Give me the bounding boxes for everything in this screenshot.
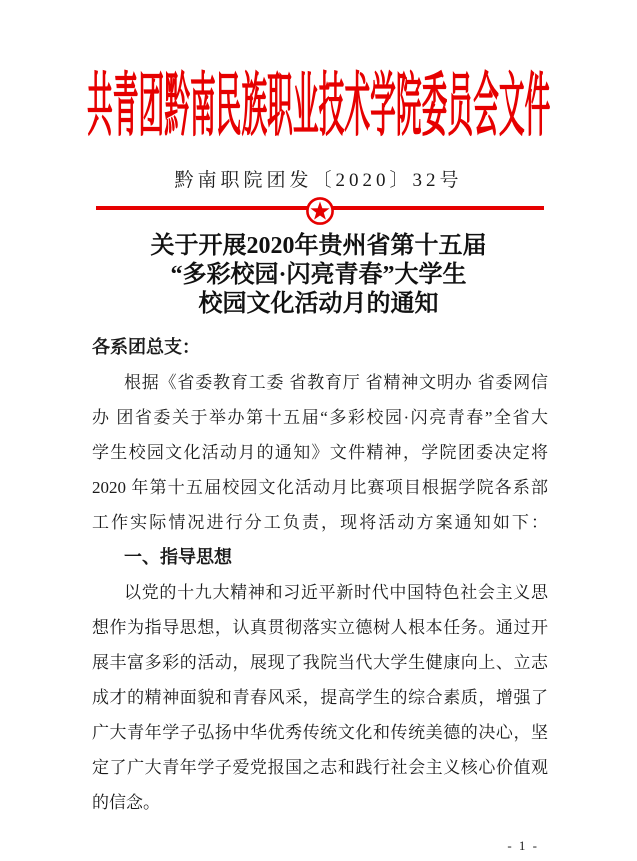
body-line: 2020 年第十五届校园文化活动月比赛项目根据学院各系部 <box>92 478 548 497</box>
agency-masthead-title: 共青团黔南民族职业技术学院委员会文件 <box>86 67 550 145</box>
body-line: 工作实际情况进行分工负责，现将活动方案通知如下： <box>92 513 548 532</box>
body-line: 想作为指导思想，认真贯彻落实立德树人根本任务。通过开 <box>92 618 548 637</box>
document-body <box>92 330 548 820</box>
body-line: 学生校园文化活动月的通知》文件精神，学院团委决定将 <box>92 443 548 462</box>
document-title <box>0 232 637 319</box>
body-line: 成才的精神面貌和青春风采，提高学生的综合素质，增强了 <box>92 688 548 707</box>
page-number: - 1 - <box>507 838 539 853</box>
doc-number: 黔南职院团发〔2020〕32号 <box>174 170 463 191</box>
document-title-line: “多彩校园·闪亮青春”大学生 <box>170 262 467 288</box>
body-line: 广大青年学子弘扬中华优秀传统文化和传统美德的决心，坚 <box>92 723 548 742</box>
document-title-line: 关于开展2020年贵州省第十五届 <box>150 233 487 259</box>
salutation: 各系团总支： <box>92 337 200 357</box>
body-line: 的信念。 <box>92 793 160 812</box>
body-line: 定了广大青年学子爱党报国之志和践行社会主义核心价值观 <box>92 758 548 777</box>
agency-masthead <box>86 67 551 146</box>
star-icon <box>305 196 335 226</box>
body-line: 展丰富多彩的活动，展现了我院当代大学生健康向上、立志 <box>92 653 548 672</box>
body-line: 办 团省委关于举办第十五届“多彩校园·闪亮青春”全省大 <box>92 408 548 427</box>
red-separator-line <box>96 206 544 210</box>
section-heading-guiding-thought: 一、指导思想 <box>124 547 232 567</box>
body-line: 根据《省委教育工委 省教育厅 省精神文明办 省委网信 <box>124 373 548 392</box>
document-title-line: 校园文化活动月的通知 <box>198 291 439 317</box>
body-line: 以党的十九大精神和习近平新时代中国特色社会主义思 <box>124 583 548 602</box>
